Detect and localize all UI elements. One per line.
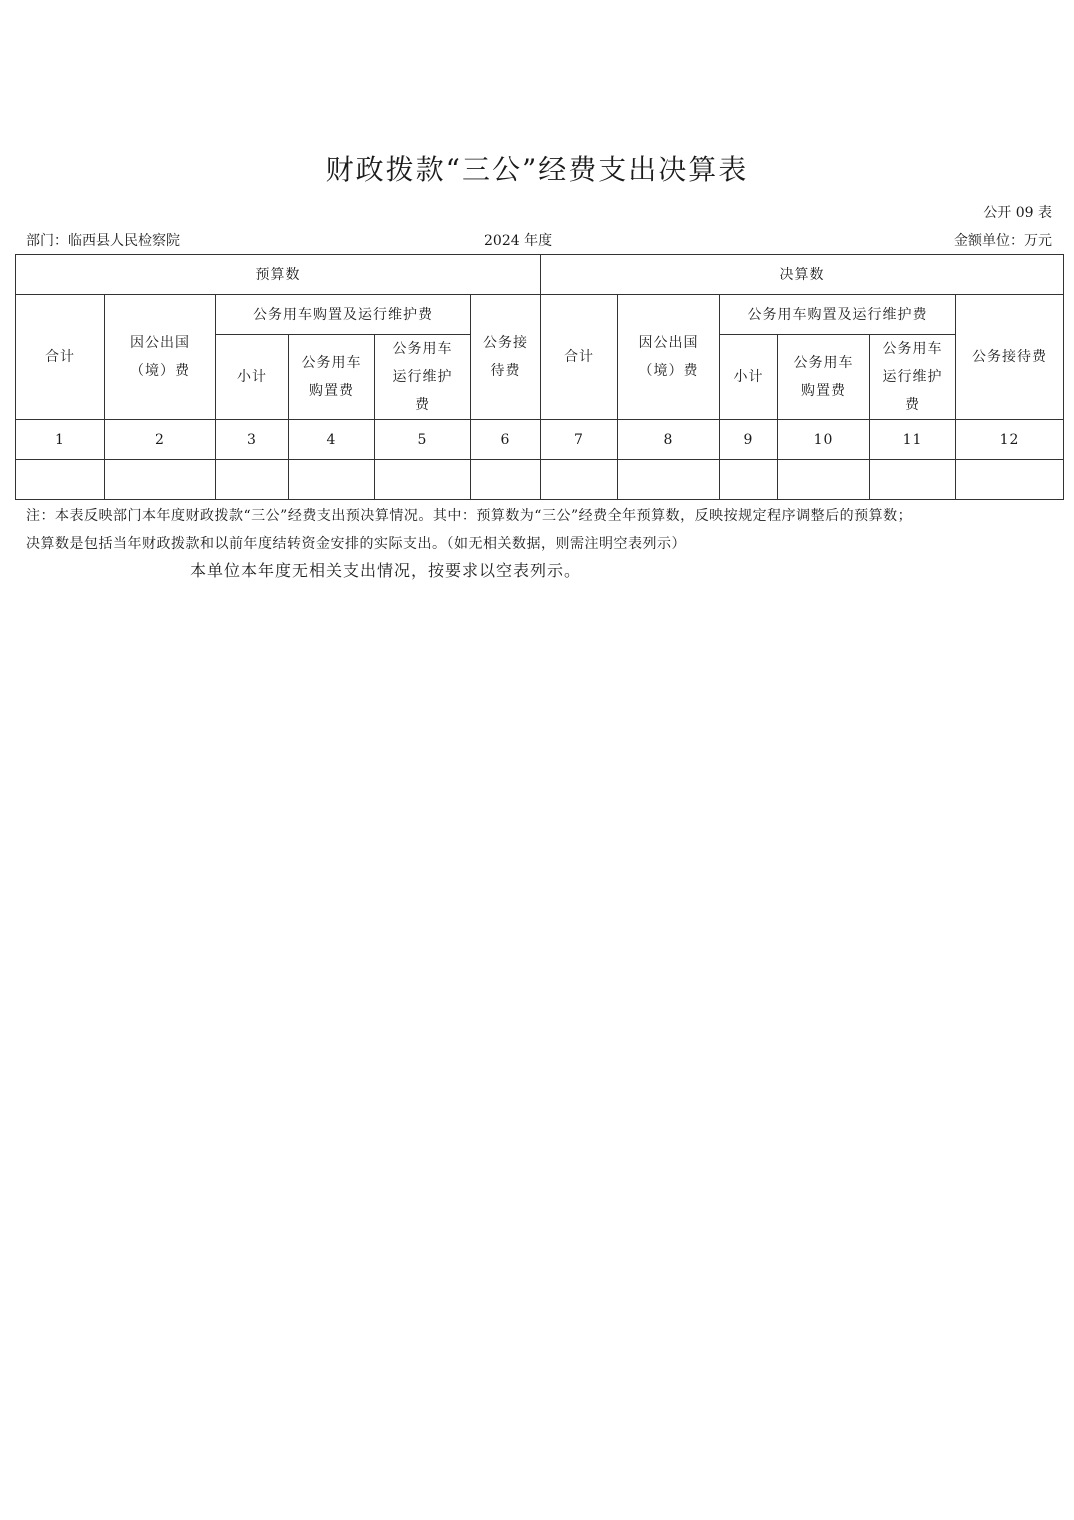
empty-cell [16,460,105,500]
column-number: 12 [956,420,1064,460]
note-line: 注：本表反映部门本年度财政拨款“三公”经费支出预决算情况。其中：预算数为“三公”经费全年预算数，反映按规定程序调整后的预算数； [26,508,913,524]
empty-cell [471,460,541,500]
column-number: 8 [618,420,720,460]
column-number: 7 [541,420,618,460]
budget-total-header: 合计 [16,295,105,420]
form-number: 公开 09 表 [983,205,1052,221]
column-number: 9 [720,420,778,460]
amount-unit: 金额单位：万元 [954,233,1052,249]
column-number-row [16,420,1064,460]
final-vehicle-purchase-header: 公务用车 购置费 [778,335,870,420]
budget-group-header: 预算数 [16,255,541,295]
final-overseas-header: 因公出国 （境）费 [618,295,720,420]
column-number: 5 [375,420,471,460]
final-vehicle-operation-header: 公务用车 运行维护 费 [870,335,956,420]
page-title: 财政拨款“三公”经费支出决算表 [325,153,749,186]
column-number: 4 [289,420,375,460]
budget-vehicle-operation-header: 公务用车 运行维护 费 [375,335,471,420]
final-group-header: 决算数 [541,255,1064,295]
header-group-row [16,255,1064,295]
empty-cell [720,460,778,500]
budget-subtotal-header: 小计 [216,335,289,420]
three-public-expense-table [15,254,1064,500]
note-line: 决算数是包括当年财政拨款和以前年度结转资金安排的实际支出。（如无相关数据，则需注明空表列示） [26,536,686,552]
empty-cell [216,460,289,500]
column-number: 10 [778,420,870,460]
fiscal-year: 2024 年度 [484,233,553,249]
final-vehicle-group-header: 公务用车购置及运行维护费 [720,295,956,335]
column-number: 2 [105,420,216,460]
empty-cell [870,460,956,500]
empty-data-row [16,460,1064,500]
final-subtotal-header: 小计 [720,335,778,420]
empty-cell [541,460,618,500]
empty-cell [618,460,720,500]
document-meta [26,230,1052,250]
budget-overseas-header: 因公出国 （境）费 [105,295,216,420]
header-sub-row [16,295,1064,335]
empty-cell [778,460,870,500]
table-notes [26,502,1056,558]
empty-table-statement: 本单位本年度无相关支出情况，按要求以空表列示。 [190,561,582,580]
column-number: 6 [471,420,541,460]
empty-cell [105,460,216,500]
empty-cell [956,460,1064,500]
empty-cell [289,460,375,500]
column-number: 1 [16,420,105,460]
budget-vehicle-group-header: 公务用车购置及运行维护费 [216,295,471,335]
final-reception-header: 公务接待费 [956,295,1064,420]
final-total-header: 合计 [541,295,618,420]
department-label: 部门：临西县人民检察院 [26,233,180,249]
budget-reception-header: 公务接 待费 [471,295,541,420]
empty-cell [375,460,471,500]
column-number: 11 [870,420,956,460]
budget-vehicle-purchase-header: 公务用车 购置费 [289,335,375,420]
column-number: 3 [216,420,289,460]
